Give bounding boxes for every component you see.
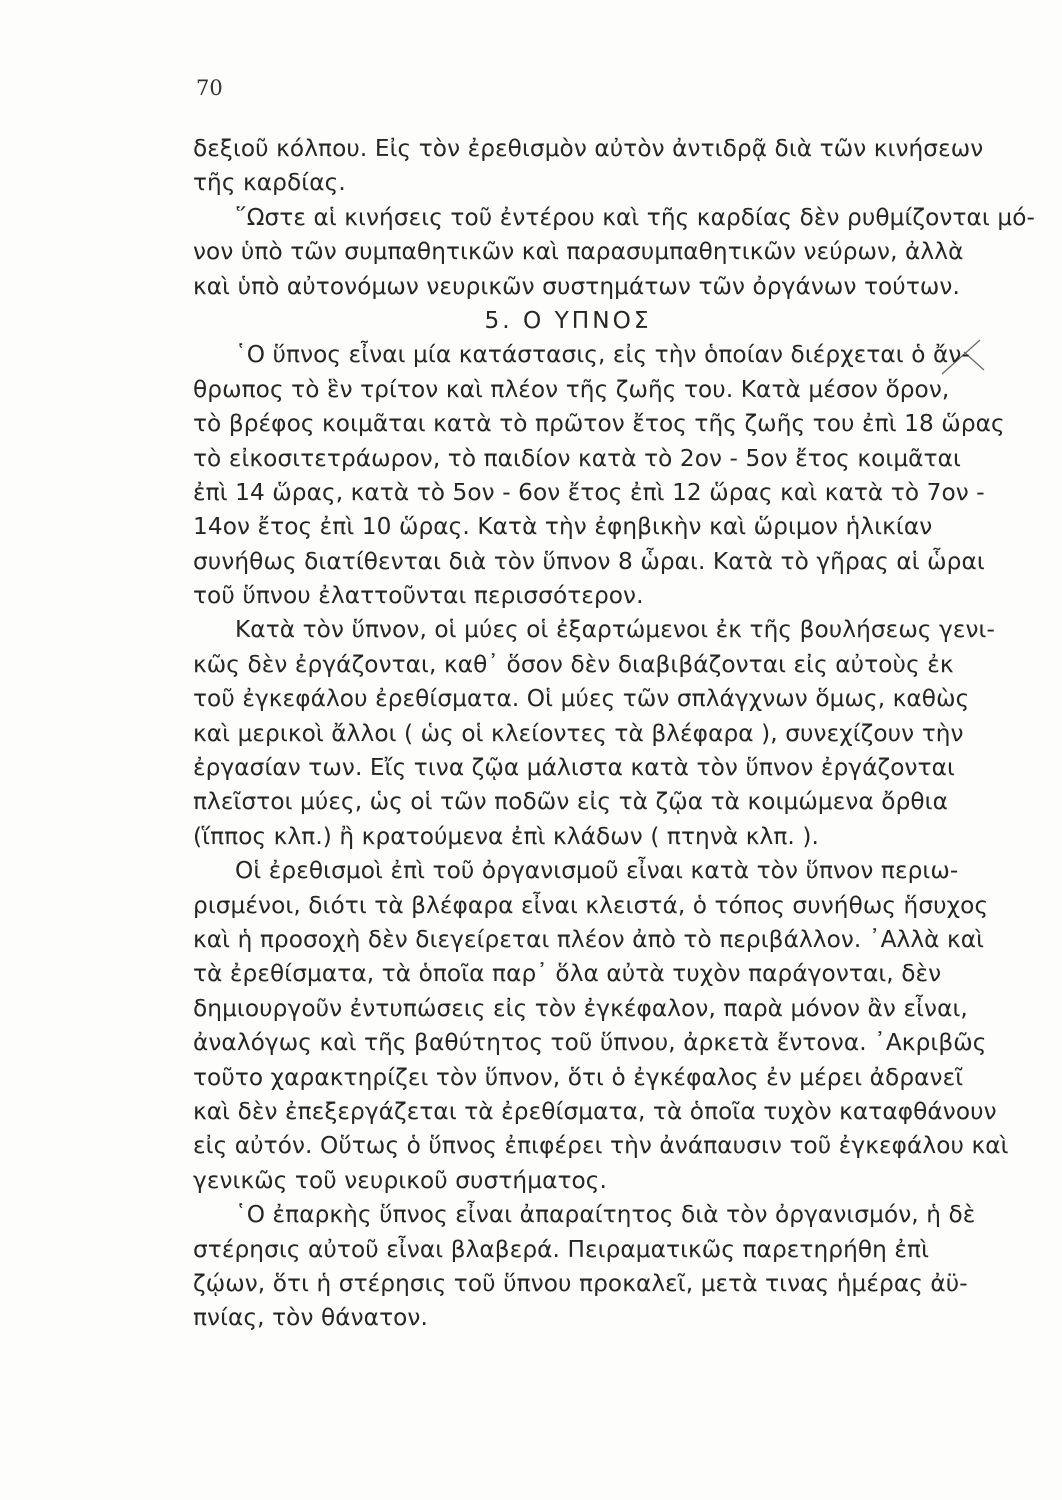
text-line: κῶς δὲν ἐργάζονται, καθ᾽ ὅσον δὲν διαβιβάζονται εἰς αὐτοὺς ἐκ bbox=[193, 650, 954, 678]
text-line: ἐργασίαν των. Εἴς τινα ζῷα μάλιστα κατὰ τὸν ὕπνον ἐργάζονται bbox=[193, 754, 955, 782]
text-line: τοῦ ἐγκεφάλου ἐρεθίσματα. Οἱ μύες τῶν σπλάγχνων ὅμως, καθὼς bbox=[193, 685, 970, 713]
section-title: 5. Ο ΥΠΝΟΣ bbox=[484, 306, 652, 334]
text-line: δημιουργοῦν ἐντυπώσεις εἰς τὸν ἐγκέφαλον, παρὰ μόνον ἂν εἶναι, bbox=[193, 994, 968, 1022]
text-line: τὸ εἰκοσιτετράωρον, τὸ παιδίον κατὰ τὸ 2ον - 5ον ἔτος κοιμᾶται bbox=[193, 444, 961, 472]
page-number: 70 bbox=[196, 76, 223, 100]
text-line: τὸ βρέφος κοιμᾶται κατὰ τὸ πρῶτον ἔτος τῆς ζωῆς του ἐπὶ 18 ὥρας bbox=[193, 410, 1005, 438]
text-line: γενικῶς τοῦ νευρικοῦ συστήματος. bbox=[193, 1166, 607, 1194]
text-line: τὰ ἐρεθίσματα, τὰ ὁποῖα παρ᾽ ὅλα αὐτὰ τυχὸν παράγονται, δὲν bbox=[193, 960, 942, 988]
text-line: καὶ ὑπὸ αὐτονόμων νευρικῶν συστημάτων τῶν ὀργάνων τούτων. bbox=[193, 272, 960, 300]
text-line: καὶ μερικοὶ ἄλλοι ( ὡς οἱ κλείοντες τὰ βλέφαρα ), συνεχίζουν τὴν bbox=[193, 719, 964, 747]
text-line: καὶ δὲν ἐπεξεργάζεται τὰ ἐρεθίσματα, τὰ ὁποῖα τυχὸν καταφθάνουν bbox=[193, 1097, 997, 1125]
text-line: (ἵππος κλπ.) ἢ κρατούμενα ἐπὶ κλάδων ( πτηνὰ κλπ. ). bbox=[193, 822, 819, 850]
text-line: Οἱ ἐρεθισμοὶ ἐπὶ τοῦ ὀργανισμοῦ εἶναι κατὰ τὸν ὕπνον περιω- bbox=[235, 857, 959, 885]
text-line: ῞Ωστε αἱ κινήσεις τοῦ ἐντέρου καὶ τῆς καρδίας δὲν ρυθμίζονται μό- bbox=[235, 203, 1035, 231]
text-line: τοῦ ὕπνου ἐλαττοῦνται περισσότερον. bbox=[193, 582, 644, 610]
text-line: πνίας, τὸν θάνατον. bbox=[193, 1304, 428, 1332]
text-line: στέρησις αὐτοῦ εἶναι βλαβερά. Πειραματικῶς παρετηρήθη ἐπὶ bbox=[193, 1235, 930, 1263]
text-line: ζῴων, ὅτι ἡ στέρησις τοῦ ὕπνου προκαλεῖ, μετὰ τινας ἡμέρας ἀϋ- bbox=[193, 1269, 968, 1297]
text-line: ἀναλόγως καὶ τῆς βαθύτητος τοῦ ὕπνου, ἀρκετὰ ἔντονα. ᾿Ακριβῶς bbox=[193, 1029, 987, 1057]
text-line: συνήθως διατίθενται διὰ τὸν ὕπνον 8 ὧραι. Κατὰ τὸ γῆρας αἱ ὧραι bbox=[193, 547, 985, 575]
text-line: 14ον ἔτος ἐπὶ 10 ὥρας. Κατὰ τὴν ἐφηβικὴν καὶ ὥριμον ἡλικίαν bbox=[193, 513, 933, 541]
text-line: ῾Ο ὕπνος εἶναι μία κατάστασις, εἰς τὴν ὁποίαν διέρχεται ὁ ἄν- bbox=[235, 341, 970, 369]
text-line: θρωπος τὸ ἓν τρίτον καὶ πλέον τῆς ζωῆς του. Κατὰ μέσον ὅρον, bbox=[193, 375, 950, 403]
text-line: νον ὑπὸ τῶν συμπαθητικῶν καὶ παρασυμπαθητικῶν νεύρων, ἀλλὰ bbox=[193, 238, 964, 266]
body-text bbox=[193, 132, 1035, 1336]
text-line: εἰς αὐτόν. Οὕτως ὁ ὕπνος ἐπιφέρει τὴν ἀνάπαυσιν τοῦ ἐγκεφάλου καὶ bbox=[193, 1132, 1009, 1160]
text-line: ῾Ο ἐπαρκὴς ὕπνος εἶναι ἀπαραίτητος διὰ τὸν ὀργανισμόν, ἡ δὲ bbox=[235, 1201, 976, 1229]
text-line: Κατὰ τὸν ὕπνον, οἱ μύες οἱ ἐξαρτώμενοι ἐκ τῆς βουλήσεως γενι- bbox=[235, 616, 995, 644]
text-line: καὶ ἡ προσοχὴ δὲν διεγείρεται πλέον ἀπὸ τὸ περιβάλλον. ᾿Αλλὰ καὶ bbox=[193, 925, 985, 953]
text-line: τοῦτο χαρακτηρίζει τὸν ὕπνον, ὅτι ὁ ἐγκέφαλος ἐν μέρει ἀδρανεῖ bbox=[193, 1063, 964, 1091]
text-line: τῆς καρδίας. bbox=[193, 169, 346, 197]
text-line: δεξιοῦ κόλπου. Εἰς τὸν ἐρεθισμὸν αὐτὸν ἀντιδρᾷ διὰ τῶν κινήσεων bbox=[193, 135, 984, 162]
text-line: πλεῖστοι μύες, ὡς οἱ τῶν ποδῶν εἰς τὰ ζῷα τὰ κοιμώμενα ὄρθια bbox=[193, 788, 949, 816]
text-line: ρισμένοι, διότι τὰ βλέφαρα εἶναι κλειστά, ὁ τόπος συνήθως ἥσυχος bbox=[193, 891, 989, 919]
text-line: ἐπὶ 14 ὥρας, κατὰ τὸ 5ον - 6ον ἔτος ἐπὶ 12 ὥρας καὶ κατὰ τὸ 7ον - bbox=[193, 478, 985, 506]
